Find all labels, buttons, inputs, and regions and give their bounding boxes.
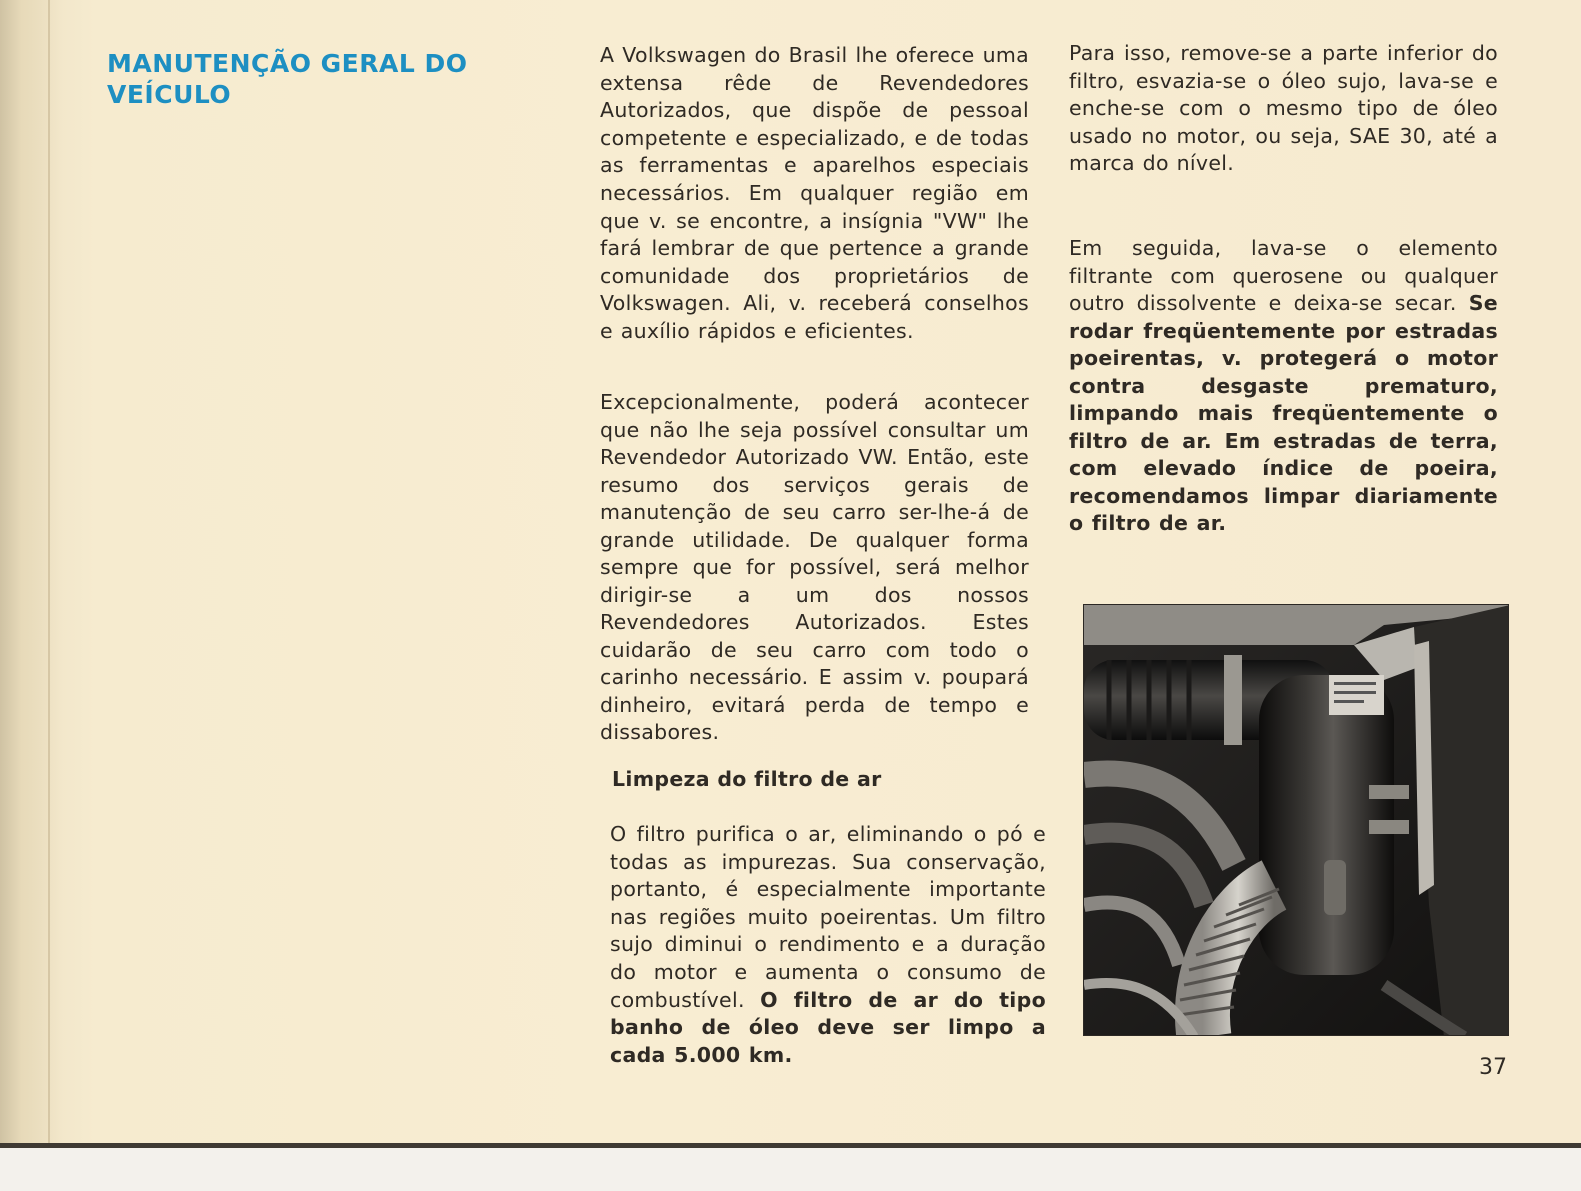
engine-air-filter-illustration	[1084, 605, 1509, 1036]
section-title: MANUTENÇÃO GERAL DO VEÍCULO	[107, 49, 468, 109]
filter-element-paragraph	[1069, 235, 1498, 538]
air-filter-photo	[1083, 604, 1509, 1036]
intro-paragraph: A Volkswagen do Brasil lhe oferece uma extensa rêde de Revendedores Autorizados, que dispõe de pessoal competente e especializado, e de todas as ferramentas e aparelhos especiais necessários. Em qualquer região em que v. se encontre, a insígnia "VW" lhe fará lembrar de que pertence a grande comunidade dos proprietários de Volkswagen. Ali, v. receberá conselhos e auxílio rápidos e eficientes.	[600, 43, 1029, 343]
filter-cleaning-paragraph: Para isso, remove-se a parte inferior do filtro, esvazia-se o óleo sujo, lava-se e enche-se com o mesmo tipo de óleo usado no motor, ou seja, SAE 30, até a marca do nível.	[1069, 41, 1498, 176]
dealer-paragraph: Excepcionalmente, poderá acontecer que não lhe seja possível consultar um Revendedor Autorizado VW. Então, este resumo dos serviços gerais de manutenção de seu carro ser-lhe-á de grande utilidade. De qualquer forma sempre que for possível, será melhor dirigir-se a um dos nossos Revendedores Autorizados. Estes cuidarão de seu carro com todo o carinho necessário. E assim v. poupará dinheiro, evitará perda de tempo e dissabores.	[600, 390, 1029, 744]
spine-fold	[48, 0, 50, 1148]
dusty-roads-advice: Se rodar freqüentemente por estradas poeirentas, v. protegerá o motor contra desgaste prematuro, limpando mais freqüentemente o filtro de ar. Em estradas de terra, com elevado índice de poeira, recomendamos limpar diariamente o filtro de ar.	[1069, 291, 1498, 535]
page-bottom-edge	[0, 1143, 1581, 1148]
filter-element-text: Em seguida, lava-se o elemento filtrante com querosene ou qualquer outro dissolvente e deixa-se secar.	[1069, 236, 1498, 315]
air-filter-text: O filtro purifica o ar, eliminando o pó e todas as impurezas. Sua conservação, portanto, é especialmente importante nas regiões muito poeirentas. Um filtro sujo diminui o rendimento e a duração do motor e aumenta o consumo de combustível.	[610, 822, 1046, 1012]
page-number: 37	[1479, 1055, 1507, 1080]
air-filter-paragraph	[610, 821, 1046, 1069]
spine-shadow	[0, 0, 62, 1148]
subheading-air-filter: Limpeza do filtro de ar	[612, 767, 882, 791]
air-filter-interval-text: O filtro de ar do tipo banho de óleo deve ser limpo a cada 5.000 km.	[610, 987, 1046, 1067]
